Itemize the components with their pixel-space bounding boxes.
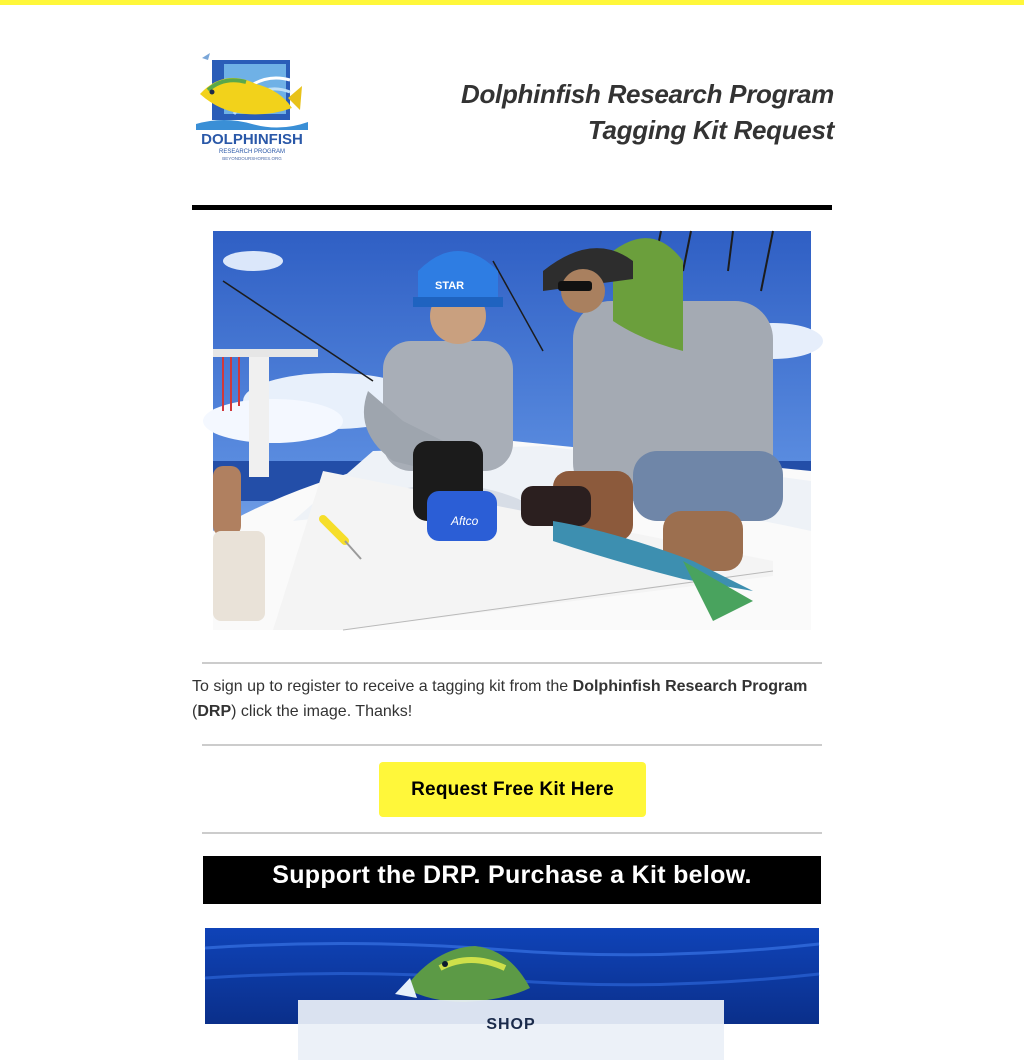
svg-text:STAR: STAR <box>435 280 465 292</box>
divider-1 <box>202 662 822 664</box>
program-abbreviation: DRP <box>197 703 232 720</box>
support-banner: Support the DRP. Purchase a Kit below. <box>203 856 821 904</box>
shop-card[interactable] <box>298 1000 724 1060</box>
intro-text-1: To sign up to register to receive a tagging kit from the <box>192 678 573 695</box>
drp-logo[interactable] <box>194 50 312 162</box>
svg-text:DOLPHINFISH: DOLPHINFISH <box>201 131 303 148</box>
top-accent-bar <box>0 0 1024 5</box>
header-divider <box>192 205 832 210</box>
title-line-2: Tagging Kit Request <box>587 115 834 145</box>
divider-3 <box>202 832 822 834</box>
intro-text-2: ( <box>192 703 198 720</box>
hero-tagging-image[interactable] <box>213 231 811 630</box>
program-name: Dolphinfish Research Program <box>572 678 808 695</box>
shop-label: SHOP <box>486 1016 536 1033</box>
svg-text:RESEARCH PROGRAM: RESEARCH PROGRAM <box>218 149 286 155</box>
request-free-kit-button[interactable]: Request Free Kit Here <box>379 762 646 817</box>
divider-2 <box>202 744 822 746</box>
intro-paragraph <box>192 674 832 724</box>
title-line-1: Dolphinfish Research Program <box>460 79 834 109</box>
page-title <box>380 76 834 148</box>
svg-text:Aftco: Aftco <box>451 514 479 528</box>
shop-kit-image[interactable] <box>205 928 819 1033</box>
svg-text:BEYONDOURSHORES.ORG: BEYONDOURSHORES.ORG <box>222 156 282 161</box>
intro-text-3: ) click the image. Thanks! <box>231 703 413 720</box>
